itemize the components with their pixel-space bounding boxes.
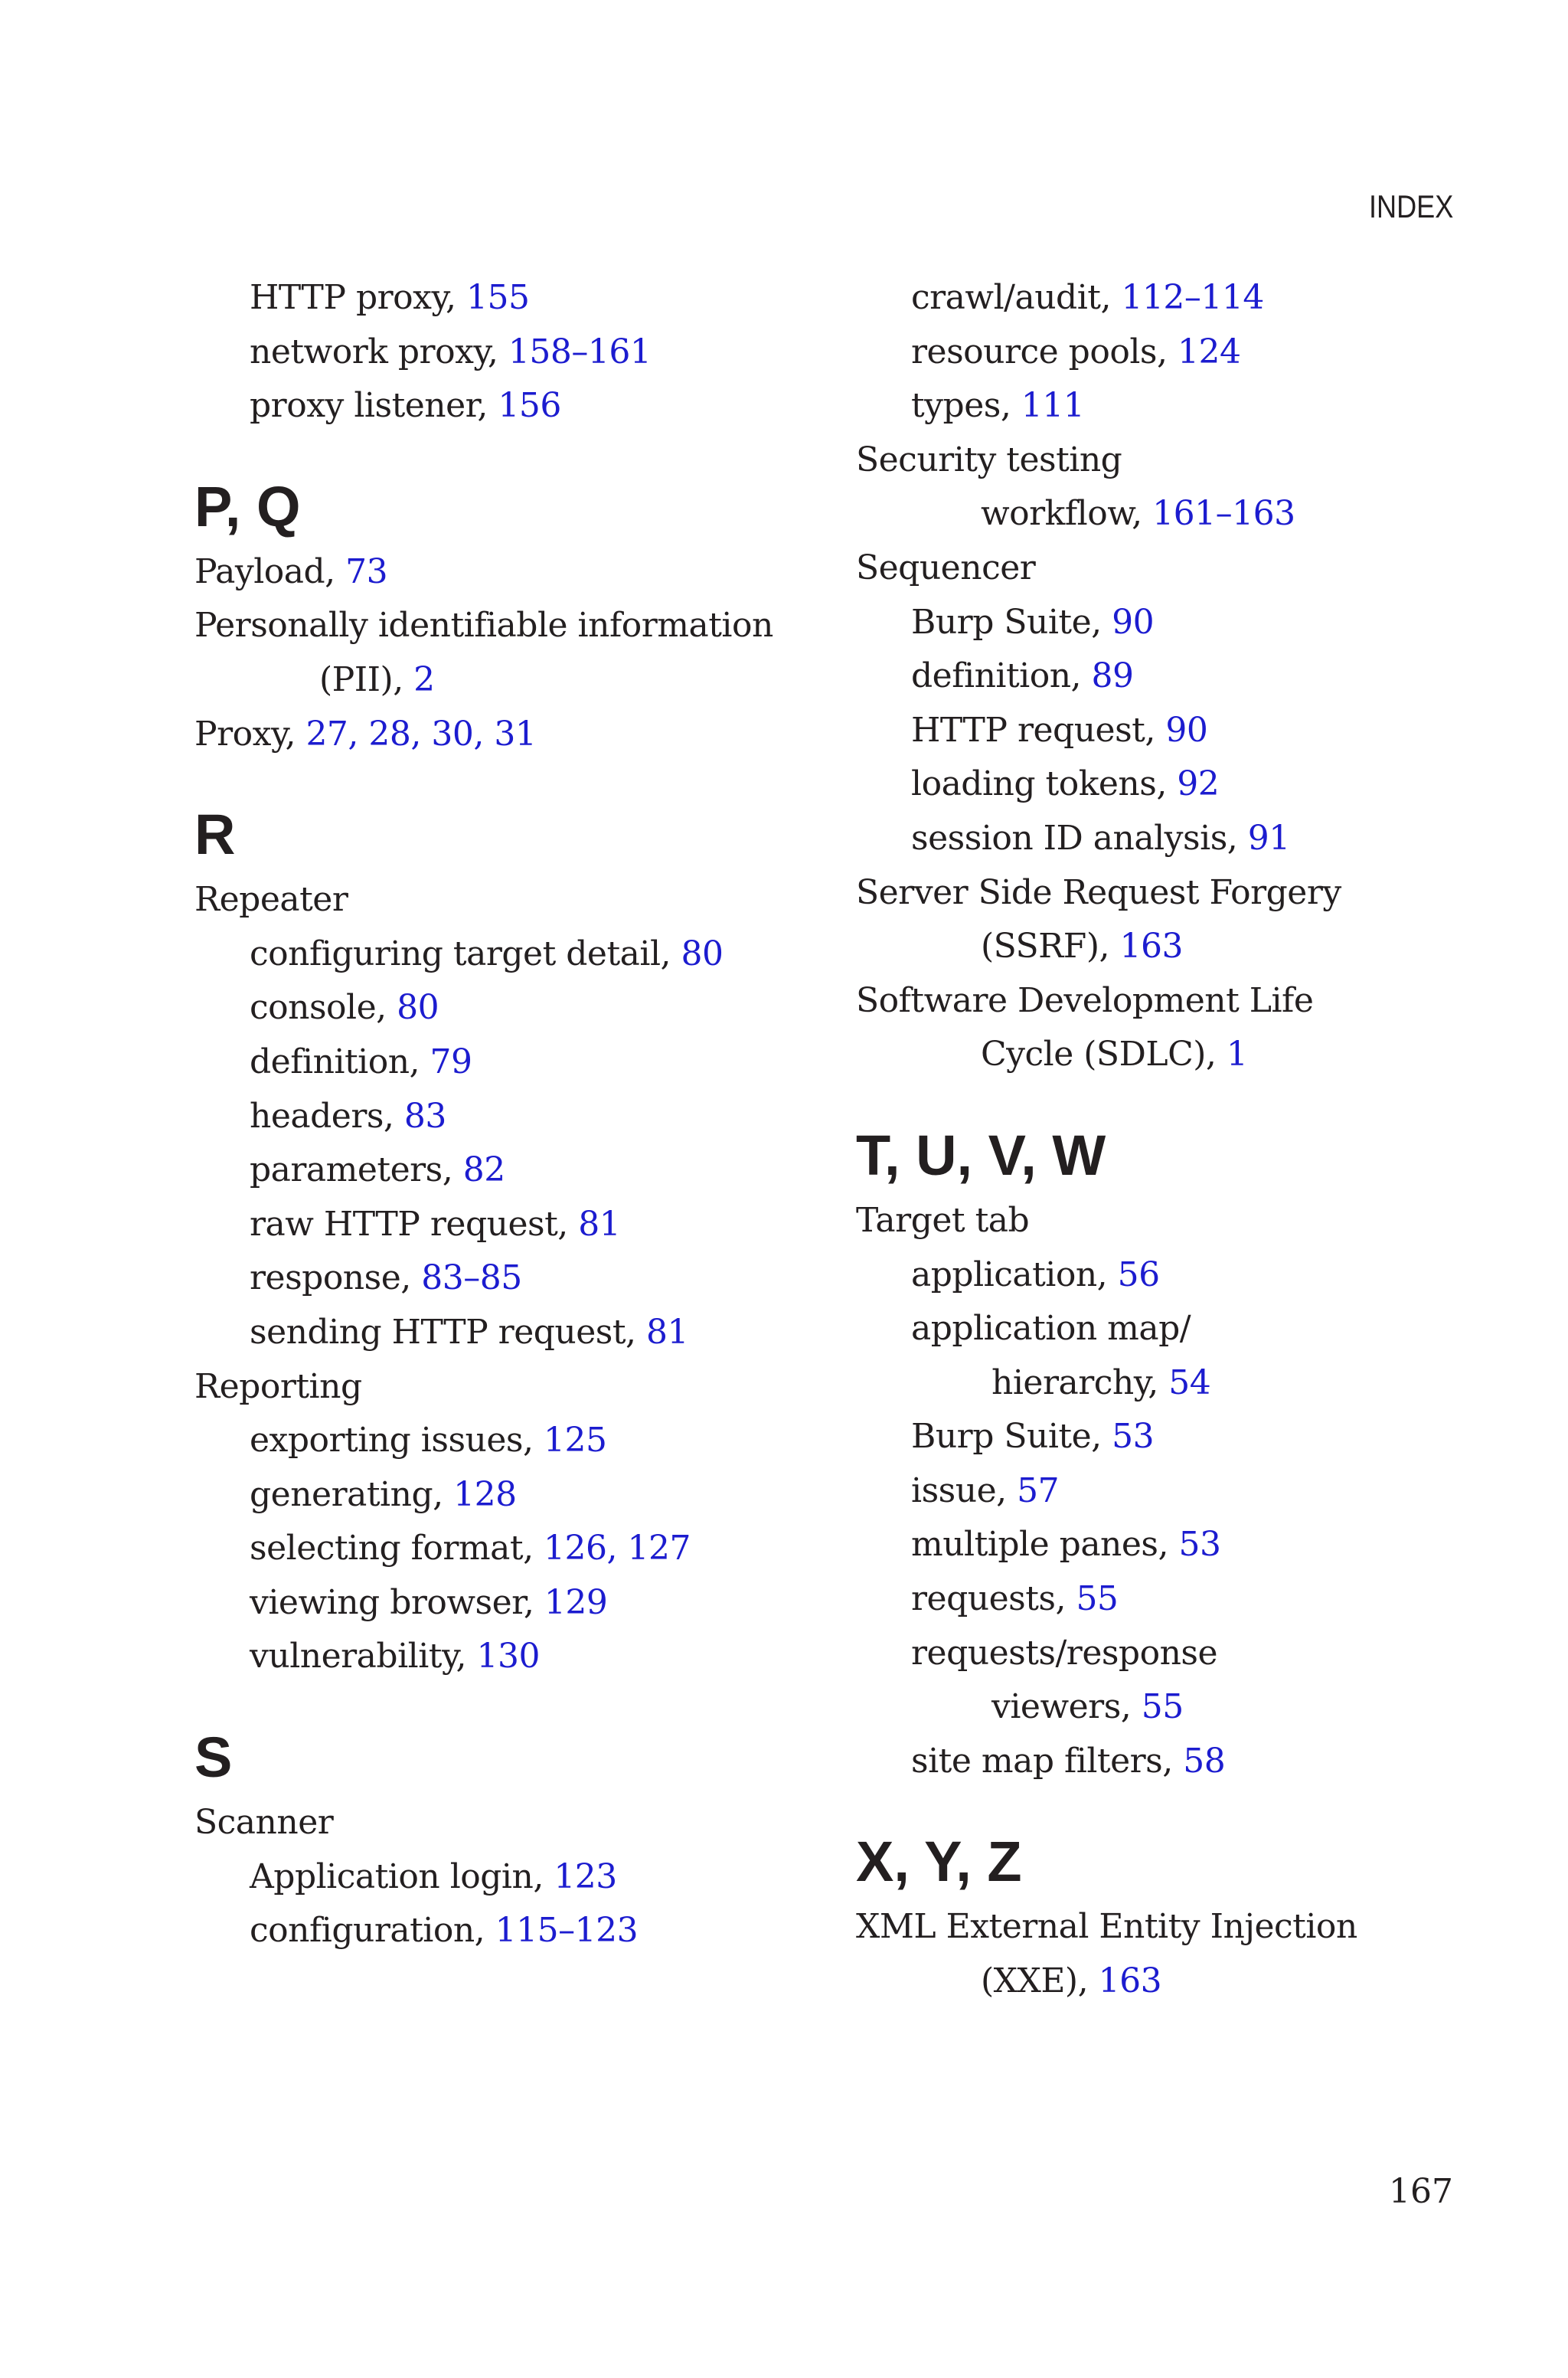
page-reference-link[interactable]: 82	[462, 1150, 505, 1190]
entry-term: raw HTTP request,	[250, 1204, 579, 1244]
entry-term: (SSRF),	[981, 927, 1120, 967]
entry-term: XML External Entity Injection	[856, 1907, 1357, 1947]
entry-term: HTTP request,	[911, 710, 1166, 750]
page-reference-link[interactable]: 56	[1117, 1254, 1160, 1294]
page-reference-link[interactable]: 163	[1119, 927, 1183, 967]
entry-term: Cycle (SDLC),	[981, 1035, 1227, 1075]
entry-term: definition,	[911, 656, 1092, 696]
index-entry	[194, 1360, 884, 1415]
index-entry	[856, 1194, 1545, 1248]
section-spacer	[856, 1188, 1545, 1194]
index-entry	[856, 541, 1545, 596]
entry-term: viewers,	[991, 1687, 1142, 1727]
index-column-right	[856, 271, 1545, 2009]
entry-term: requests/response	[911, 1633, 1218, 1673]
section-spacer	[194, 1790, 884, 1796]
page-reference-link[interactable]: 83	[403, 1096, 446, 1136]
entry-term: generating,	[250, 1474, 454, 1514]
entry-term: configuration,	[250, 1911, 495, 1951]
entry-term: crawl/audit,	[911, 278, 1122, 317]
section-spacer	[856, 1788, 1545, 1830]
page-reference-link[interactable]: 156	[498, 386, 561, 426]
index-entry-continuation	[856, 487, 1545, 541]
page-reference-link[interactable]: 158–161	[508, 332, 652, 371]
index-entry	[194, 708, 884, 762]
page-reference-link[interactable]: 92	[1177, 764, 1220, 804]
entry-term: Burp Suite,	[911, 602, 1112, 642]
section-spacer	[856, 1894, 1545, 1900]
index-entry-continuation	[856, 920, 1545, 974]
index-entry	[856, 974, 1545, 1029]
entry-term: multiple panes,	[911, 1525, 1179, 1565]
index-entry-continuation	[856, 1028, 1545, 1082]
page-reference-link[interactable]: 58	[1183, 1741, 1226, 1781]
page-reference-link[interactable]: 54	[1168, 1362, 1211, 1402]
page-reference-link[interactable]: 90	[1112, 602, 1155, 642]
page-reference-link[interactable]: 83–85	[421, 1258, 522, 1298]
index-entry-continuation	[194, 653, 884, 708]
entry-term: session ID analysis,	[911, 818, 1248, 858]
page-reference-link[interactable]: 80	[681, 934, 724, 973]
index-subentry	[194, 1522, 884, 1576]
page-reference-link[interactable]: 55	[1141, 1687, 1184, 1727]
page-reference-link[interactable]: 111	[1021, 386, 1085, 426]
page-reference-link[interactable]: 79	[430, 1042, 472, 1081]
entry-term: network proxy,	[250, 332, 508, 371]
entry-term: response,	[250, 1258, 422, 1298]
section-spacer	[194, 539, 884, 545]
page-reference-link[interactable]: 57	[1017, 1470, 1060, 1510]
section-spacer	[194, 1684, 884, 1725]
entry-term: loading tokens,	[911, 764, 1178, 804]
index-entry-continuation	[856, 1954, 1545, 2009]
entry-term: Target tab	[856, 1200, 1030, 1240]
section-heading: R	[194, 803, 236, 867]
index-entry	[194, 873, 884, 927]
entry-term: Server Side Request Forgery	[856, 872, 1341, 912]
page-reference-link[interactable]: 90	[1165, 710, 1208, 750]
page-reference-link[interactable]: 163	[1098, 1961, 1162, 2001]
page-reference-link[interactable]: 115–123	[495, 1911, 639, 1951]
index-subentry	[194, 1576, 884, 1631]
page-reference-link[interactable]: 123	[554, 1856, 617, 1896]
index-subentry	[194, 379, 884, 433]
page-reference-link[interactable]: 27, 28, 30, 31	[305, 714, 537, 754]
entry-term: proxy listener,	[250, 386, 498, 426]
entry-term: application,	[911, 1254, 1118, 1294]
entry-term: types,	[911, 386, 1021, 426]
entry-term: Personally identifiable information	[194, 606, 773, 646]
entry-term: definition,	[250, 1042, 430, 1081]
entry-term: (PII),	[319, 659, 414, 699]
entry-term: exporting issues,	[250, 1421, 544, 1460]
section-heading: P, Q	[194, 474, 301, 538]
index-entry	[194, 1796, 884, 1850]
index-subentry	[856, 596, 1545, 650]
index-subentry	[194, 1251, 884, 1306]
page-reference-link[interactable]: 128	[453, 1474, 517, 1514]
page-reference-link[interactable]: 126, 127	[544, 1529, 691, 1568]
page-reference-link[interactable]: 80	[397, 988, 439, 1028]
index-subentry	[194, 1198, 884, 1252]
page-reference-link[interactable]: 130	[476, 1637, 540, 1676]
index-subentry	[194, 1035, 884, 1090]
entry-term: Repeater	[194, 880, 348, 920]
entry-term: hierarchy,	[991, 1362, 1169, 1402]
index-subentry	[194, 1306, 884, 1360]
entry-term: sending HTTP request,	[250, 1312, 647, 1352]
section-heading: S	[194, 1725, 233, 1790]
page-reference-link[interactable]: 1	[1226, 1035, 1248, 1075]
running-head: INDEX	[1368, 188, 1453, 224]
entry-term: resource pools,	[911, 332, 1178, 371]
page-number: 167	[1389, 2172, 1453, 2211]
section-spacer	[856, 1082, 1545, 1124]
index-entry-continuation	[856, 1680, 1545, 1735]
index-subentry	[856, 757, 1545, 812]
index-subentry	[856, 271, 1545, 325]
index-subentry	[194, 1904, 884, 1958]
page-reference-link[interactable]: 155	[466, 278, 530, 317]
page-reference-link[interactable]: 53	[1112, 1417, 1155, 1457]
entry-term: Burp Suite,	[911, 1417, 1112, 1457]
index-subentry	[856, 1627, 1545, 1681]
page-reference-link[interactable]: 81	[578, 1204, 621, 1244]
entry-term: configuring target detail,	[250, 934, 681, 973]
page-reference-link[interactable]: 55	[1076, 1579, 1119, 1619]
section-spacer	[194, 433, 884, 475]
entry-term: Proxy,	[194, 714, 306, 754]
index-column-left	[194, 271, 884, 1958]
page-reference-link[interactable]: 129	[544, 1582, 608, 1622]
entry-term: Software Development Life	[856, 980, 1314, 1020]
index-entry	[856, 433, 1545, 488]
page-reference-link[interactable]: 2	[413, 659, 435, 699]
index-subentry	[856, 704, 1545, 758]
page-reference-link[interactable]: 125	[543, 1421, 607, 1460]
entry-term: (XXE),	[981, 1961, 1099, 2001]
index-subentry	[856, 812, 1545, 866]
index-subentry	[856, 1248, 1545, 1303]
page-reference-link[interactable]: 161–163	[1152, 494, 1295, 534]
entry-term: workflow,	[981, 494, 1153, 534]
entry-term: site map filters,	[911, 1741, 1184, 1781]
entry-term: Application login,	[250, 1856, 554, 1896]
index-subentry	[856, 1518, 1545, 1572]
page-reference-link[interactable]: 112–114	[1121, 278, 1264, 317]
section-heading: X, Y, Z	[856, 1830, 1022, 1894]
index-entry	[856, 1900, 1545, 1954]
index-subentry	[856, 649, 1545, 704]
entry-term: Sequencer	[856, 548, 1036, 587]
index-subentry	[194, 1090, 884, 1144]
index-subentry	[856, 1410, 1545, 1464]
index-entry	[194, 599, 884, 653]
page-reference-link[interactable]: 124	[1177, 332, 1241, 371]
entry-term: Scanner	[194, 1803, 334, 1843]
index-subentry	[194, 1143, 884, 1198]
index-subentry	[856, 325, 1545, 380]
entry-term: HTTP proxy,	[250, 278, 466, 317]
entry-term: Reporting	[194, 1366, 362, 1406]
page-reference-link[interactable]: 81	[646, 1312, 689, 1352]
page-reference-link[interactable]: 89	[1091, 656, 1134, 696]
entry-term: issue,	[911, 1470, 1018, 1510]
entry-term: parameters,	[250, 1150, 463, 1190]
index-subentry	[194, 325, 884, 380]
index-subentry	[856, 1464, 1545, 1519]
index-subentry	[856, 1735, 1545, 1789]
index-subentry	[856, 1302, 1545, 1356]
entry-term: console,	[250, 988, 397, 1028]
index-subentry	[194, 927, 884, 982]
index-subentry	[194, 1850, 884, 1905]
index-entry	[194, 545, 884, 600]
section-spacer	[194, 761, 884, 803]
index-subentry	[856, 1572, 1545, 1627]
index-subentry	[194, 1468, 884, 1523]
index-entry-continuation	[856, 1356, 1545, 1411]
entry-term: viewing browser,	[250, 1582, 544, 1622]
entry-term: Security testing	[856, 440, 1122, 479]
page-reference-link[interactable]: 91	[1247, 818, 1290, 858]
entry-term: headers,	[250, 1096, 404, 1136]
section-spacer	[194, 867, 884, 873]
section-heading: T, U, V, W	[856, 1123, 1106, 1187]
entry-term: Payload,	[194, 551, 346, 591]
index-subentry	[194, 981, 884, 1035]
entry-term: application map/	[911, 1309, 1191, 1349]
entry-term: selecting format,	[250, 1529, 544, 1568]
entry-term: vulnerability,	[250, 1637, 477, 1676]
index-subentry	[194, 271, 884, 325]
page-reference-link[interactable]: 73	[345, 551, 388, 591]
page-reference-link[interactable]: 53	[1178, 1525, 1221, 1565]
index-subentry	[194, 1414, 884, 1468]
index-subentry	[194, 1630, 884, 1684]
index-subentry	[856, 379, 1545, 433]
index-entry	[856, 866, 1545, 921]
entry-term: requests,	[911, 1579, 1076, 1619]
